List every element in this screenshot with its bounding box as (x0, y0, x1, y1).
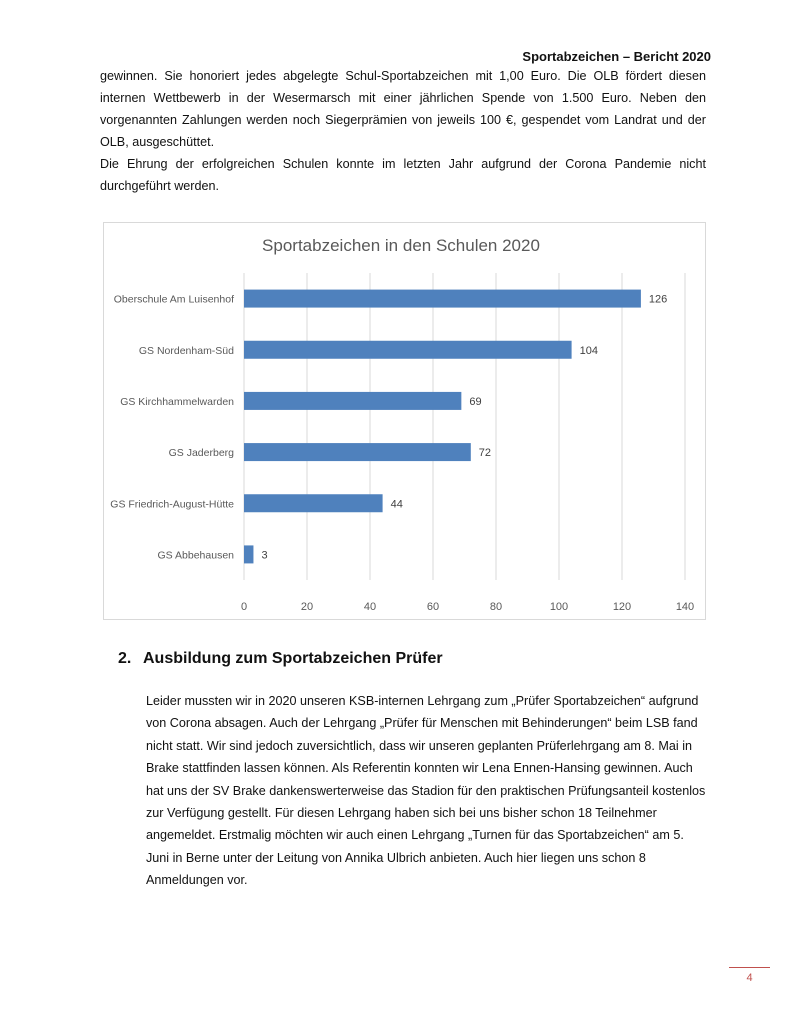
category-label: Oberschule Am Luisenhof (113, 293, 234, 306)
section-title: Ausbildung zum Sportabzeichen Prüfer (143, 650, 443, 667)
x-tick-label: 140 (675, 601, 695, 613)
x-tick-label: 100 (549, 601, 569, 613)
x-tick-label: 40 (363, 601, 377, 613)
category-label: GS Abbehausen (157, 549, 234, 562)
data-label: 126 (648, 293, 668, 306)
page-number: 4 (746, 972, 753, 984)
footer-divider (729, 967, 770, 968)
bar-chart (103, 222, 706, 620)
bar (244, 494, 383, 512)
intro-paragraph: gewinnen. Sie honoriert jedes abgelegte Schul-Sportabzeichen mit 1,00 Euro. Die OLB fördert diesen internen Wettbewerb in der Wesermarsch mit einer jährlichen Spende von 1.500 Euro. Neben den vorgenannten Zahlungen werden noch Siegerprämien von jeweils 100 €, gespendet vom Landrat und der OLB, ausgeschüttet. (100, 69, 706, 149)
data-label: 72 (478, 447, 492, 460)
category-label: GS Nordenham-Süd (138, 344, 234, 357)
data-label: 69 (469, 395, 482, 408)
data-label: 104 (579, 344, 598, 357)
x-tick-label: 60 (426, 601, 440, 613)
bar (244, 341, 572, 359)
category-label: GS Jaderberg (168, 447, 234, 460)
x-tick-label: 0 (240, 601, 248, 613)
bar (244, 545, 253, 563)
data-label: 44 (390, 498, 403, 511)
bar-chart-svg (104, 223, 707, 621)
x-tick-label: 80 (489, 601, 503, 613)
category-label: GS Kirchhammelwarden (120, 395, 234, 408)
category-label: GS Friedrich-August-Hütte (110, 498, 234, 511)
section-body: Leider mussten wir in 2020 unseren KSB-internen Lehrgang zum „Prüfer Sportabzeichen“ aufgrund von Corona absagen. Auch der Lehrgang „Prüfer für Menschen mit Behinderungen“ beim LSB fand nicht statt. Wir sind jedoch zuversichtlich, dass wir unseren geplanten Prüferlehrgang am 8. Mai in Brake stattfinden lassen können. Als Referentin konnten wir Lena Ennen-Hansing gewinnen. Auch hat uns der SV Brake dankenswerterweise das Stadion für den praktischen Prüfungsanteil kostenlos zur Verfügung gestellt. Für diesen Lehrgang haben sich bei uns bisher schon 18 Teilnehmer angemeldet. Erstmalig möchten wir auch einen Lehrgang „Turnen für das Sportabzeichen“ am 5. Juni in Berne unter der Leitung von Annika Ulbrich anbieten. Auch hier liegen uns schon 8 Anmeldungen vor. (146, 694, 706, 888)
chart-title: Sportabzeichen in den Schulen 2020 (262, 236, 540, 255)
section-number: 2. (118, 650, 132, 667)
bar (244, 443, 471, 461)
page-header-title: Sportabzeichen – Bericht 2020 (522, 49, 711, 64)
bar (244, 392, 461, 410)
honor-paragraph: Die Ehrung der erfolgreichen Schulen konnte im letzten Jahr aufgrund der Corona Pandemie nicht durchgeführt werden. (100, 157, 706, 193)
bar (244, 290, 641, 308)
data-label: 3 (261, 549, 268, 562)
x-tick-label: 20 (300, 601, 314, 613)
x-tick-label: 120 (612, 601, 632, 613)
section-heading (118, 650, 443, 668)
